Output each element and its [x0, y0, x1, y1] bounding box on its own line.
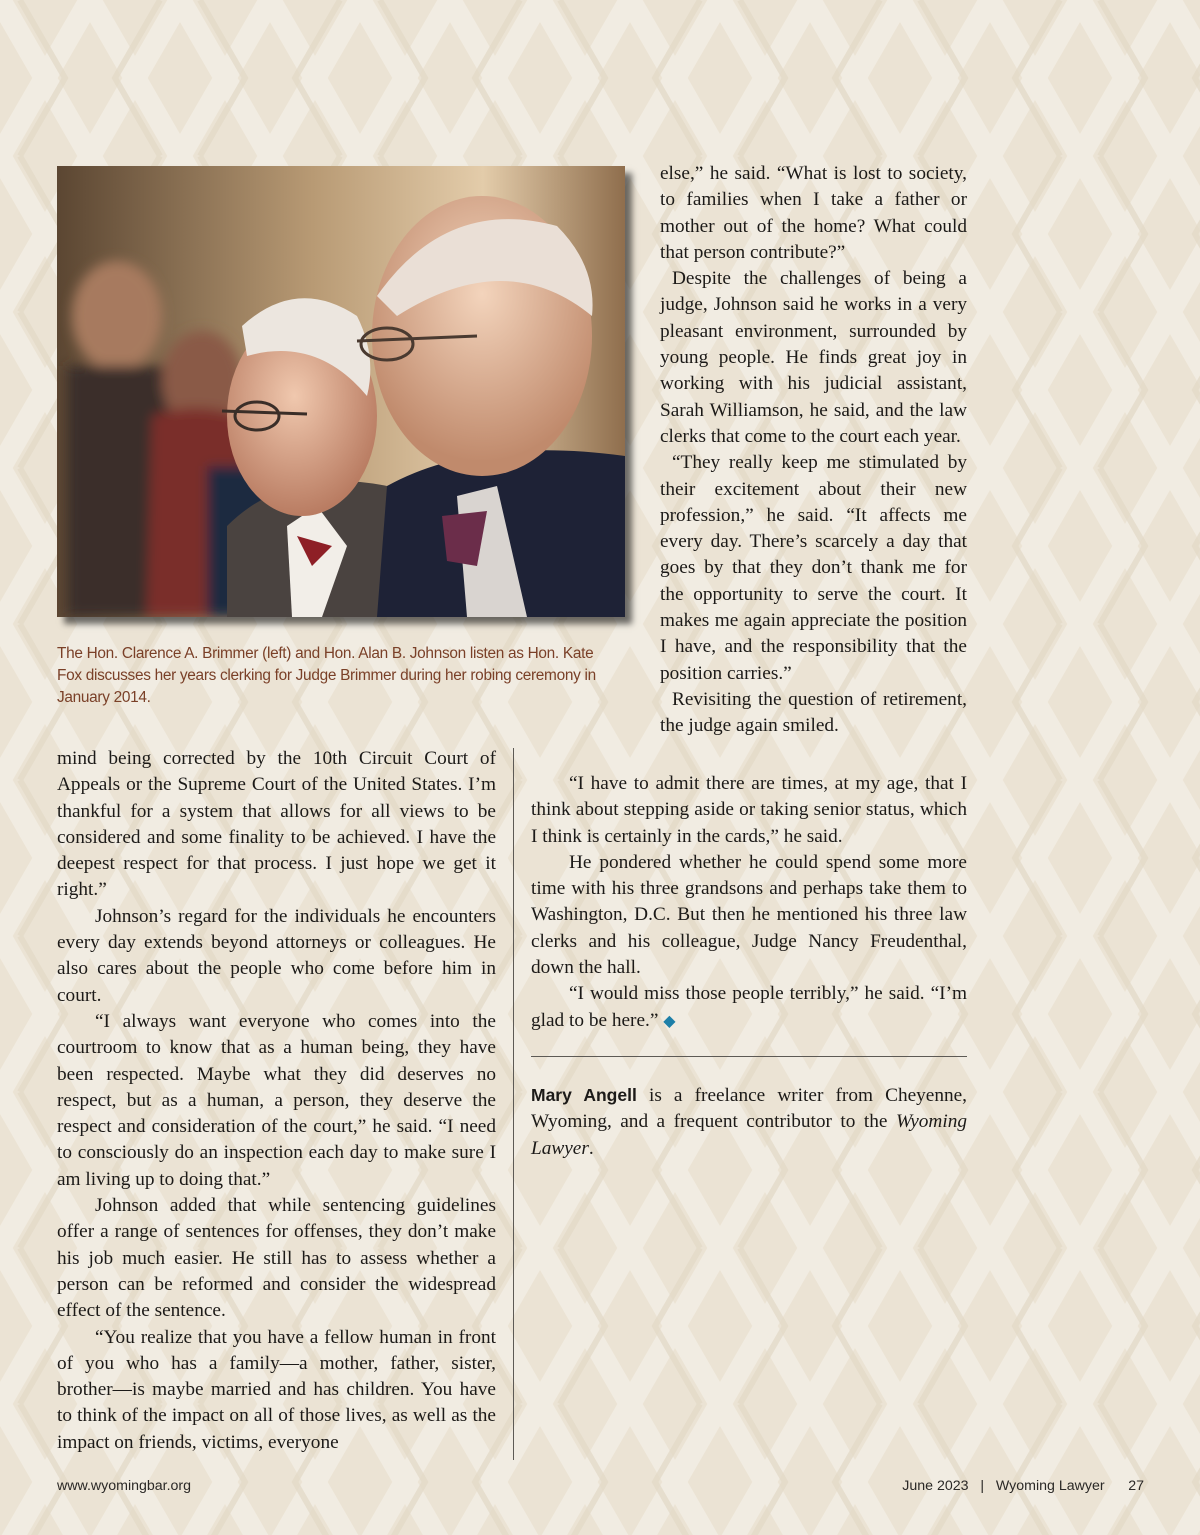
paragraph: “They really keep me stimulated by their excitement about their new profession,” he said. “It affects me every day. There’s scarcely a day that goes by that they don’t thank me for the opportunity to serve the court. It makes me again appreciate the position I have, and the responsibility that the position carries.” — [660, 452, 967, 684]
paragraph: “You realize that you have a fellow human in front of you who has a family—a mother, father, sister, brother—is maybe married and has children. You have to think of the impact on all of those lives, as well as the impact on friends, victims, everyone — [57, 1326, 496, 1453]
footer-publication: Wyoming Lawyer — [995, 1478, 1105, 1494]
paragraph: “I have to admit there are times, at my age, that I think about stepping aside or taking senior status, which I think is certainly in the cards,” he said. — [531, 773, 967, 847]
paragraph: Revisiting the question of retirement, the judge again smiled. — [660, 688, 967, 737]
paragraph: else,” he said. “What is lost to society, to families when I take a father or mother out of the home? What could that person contribute?” — [660, 163, 967, 263]
paragraph: Johnson added that while sentencing guidelines offer a range of sentences for offenses, they don’t make his job much easier. He still has to assess whether a person can be reformed and consider the widespread effect of the sentence. — [57, 1195, 496, 1322]
paragraph: “I always want everyone who comes into the courtroom to know that as a human being, they have been respected. Maybe what they did deserves no respect, but as a human, a person, they deserve the respect and consideration of the court,” he said. “I need to consciously do an inspection each day to make sure I am living up to doing that.” — [57, 1010, 496, 1190]
paragraph-text: “I would miss those people terribly,” he said. “I’m glad to be here.” — [531, 983, 967, 1031]
end-mark-icon: ◆ — [663, 1012, 676, 1030]
footer-date: June 2023 — [902, 1478, 969, 1494]
left-column — [57, 746, 496, 1456]
article-end-divider — [531, 1056, 967, 1057]
author-name: Mary Angell — [531, 1085, 637, 1105]
paragraph: mind being corrected by the 10th Circuit Court of Appeals or the Supreme Court of the United States. I’m thankful for a system that allows for all views to be considered and some finality to be achieved. I have the deepest respect for that process. I just hope we get it right.” — [57, 748, 496, 901]
column-divider — [513, 748, 514, 1460]
photo-illustration — [57, 166, 625, 617]
bio-text-end: . — [588, 1137, 594, 1159]
article-photo — [57, 166, 625, 617]
page-number: 27 — [1128, 1478, 1144, 1494]
publication-name: Wyoming Lawyer — [531, 1111, 967, 1159]
author-bio — [531, 1082, 967, 1162]
paragraph: Despite the challenges of being a judge, Johnson said he works in a very pleasant environment, surrounded by young people. He finds great joy in working with his judicial assistant, Sarah Williamson, he said, and the law clerks that come to the court each year. — [660, 268, 967, 447]
paragraph — [531, 981, 967, 1035]
photo-caption: The Hon. Clarence A. Brimmer (left) and Hon. Alan B. Johnson listen as Hon. Kate Fox discusses her years clerking for Judge Brimmer during her robing ceremony in January 2014. — [57, 645, 596, 706]
right-column-top — [660, 161, 967, 740]
paragraph: He pondered whether he could spend some more time with his three grandsons and perhaps take them to Washington, D.C. But then he mentioned his three law clerks and his colleague, Judge Nancy Freudenthal, down the hall. — [531, 851, 967, 979]
right-column-bottom — [531, 771, 967, 1035]
bio-text: is a freelance writer from Cheyenne, Wyoming, and a frequent contributor to the — [531, 1085, 968, 1133]
footer-info — [860, 1478, 1144, 1494]
paragraph: Johnson’s regard for the individuals he encounters every day extends beyond attorneys or colleagues. He also cares about the people who come before him in court. — [57, 905, 496, 1006]
footer-website: www.wyomingbar.org — [57, 1478, 192, 1494]
footer-separator: | — [980, 1478, 985, 1494]
